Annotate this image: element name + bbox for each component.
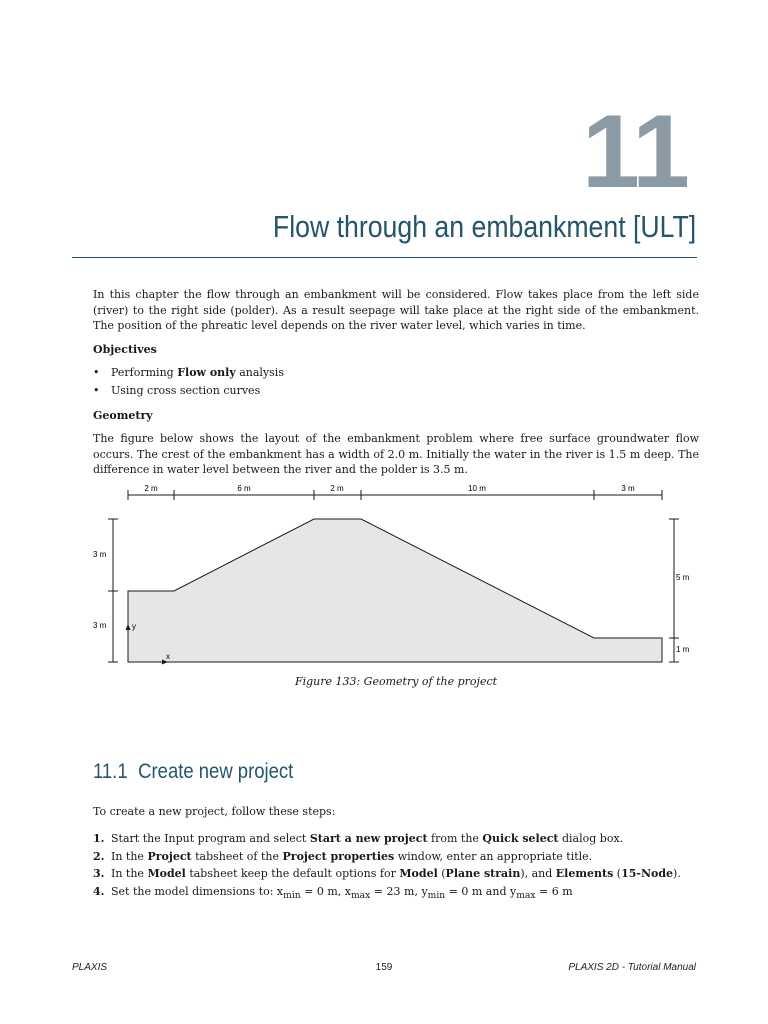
- figure-caption: Figure 133: Geometry of the project: [294, 675, 498, 688]
- right-dimension-line: [669, 519, 679, 662]
- intro-paragraph: In this chapter the flow through an embankment will be considered. Flow takes place from the left side (river) to the right side (polder). As a result seepage will take place at the right side of the embankment. The position of the phreatic level depends on the river water level, which varies in time.: [93, 288, 699, 332]
- footer-page-number: 159: [375, 962, 393, 973]
- embankment-shape: [128, 519, 662, 662]
- step-text: window, enter an appropriate title.: [394, 849, 593, 863]
- objective-bold: Flow only: [177, 366, 236, 379]
- footer-right: PLAXIS 2D - Tutorial Manual: [568, 962, 696, 973]
- step-item: [93, 883, 699, 905]
- step-text: ), and: [520, 867, 556, 880]
- objective-text: Using cross section curves: [111, 384, 261, 397]
- step-text: = 0 m, x: [300, 884, 351, 898]
- top-dimension-line: [128, 490, 662, 500]
- step-bold: Start a new project: [309, 832, 428, 845]
- step-text: Start the Input program and select: [111, 832, 310, 845]
- dim-left-lower: 3 m: [93, 621, 107, 630]
- dim-top-5: 3 m: [621, 484, 635, 493]
- step-text: = 23 m, y: [370, 884, 428, 898]
- step-text: ).: [673, 867, 681, 880]
- section-title-text: Create new project: [138, 760, 294, 783]
- step-text: In the: [111, 867, 148, 880]
- steps-list: [93, 830, 699, 904]
- dim-right-lower: 1 m: [676, 645, 690, 654]
- step-bold: Model: [399, 867, 438, 880]
- dim-top-4: 10 m: [468, 484, 486, 493]
- chapter-title: Flow through an embankment [ULT]: [272, 209, 696, 244]
- step-text: tabsheet keep the default options for: [185, 867, 400, 880]
- left-dimension-line: [108, 519, 118, 662]
- step-bold: Quick select: [482, 832, 559, 845]
- geometry-figure: [0, 480, 768, 670]
- objective-item: [93, 382, 699, 400]
- objective-item: [93, 364, 699, 382]
- section-intro: To create a new project, follow these steps:: [93, 805, 336, 818]
- step-text: In the: [111, 849, 148, 863]
- step-text: (: [613, 867, 622, 880]
- step-text: tabsheet of the: [191, 849, 283, 863]
- step-bold: Elements: [555, 867, 614, 880]
- step-index: 2.: [93, 849, 105, 863]
- geometry-heading: Geometry: [93, 409, 153, 422]
- objective-text: analysis: [235, 366, 284, 379]
- step-subscript: max: [351, 889, 371, 901]
- step-text: (: [437, 867, 446, 880]
- step-text: dialog box.: [558, 832, 624, 845]
- step-text: = 0 m and y: [445, 884, 517, 898]
- step-item: [93, 848, 699, 866]
- geometry-paragraph: The figure below shows the layout of the embankment problem where free surface groundwater flow occurs. The crest of the embankment has a width of 2.0 m. Initially the water in the river is 1.5 m deep. The difference in water level between the river and the polder is 3.5 m.: [93, 432, 699, 476]
- step-index: 1.: [93, 832, 105, 845]
- objectives-heading: Objectives: [93, 343, 157, 356]
- footer-left: PLAXIS: [72, 962, 108, 973]
- objective-text: Performing: [111, 366, 178, 379]
- step-bold: Project properties: [282, 849, 395, 863]
- dim-left-upper: 3 m: [93, 550, 107, 559]
- step-subscript: min: [283, 889, 301, 901]
- step-subscript: min: [427, 889, 446, 901]
- objectives-list: [93, 364, 699, 400]
- step-item: [93, 865, 699, 883]
- dim-top-3: 2 m: [330, 484, 344, 493]
- axis-y-label: y: [132, 622, 136, 631]
- step-text: from the: [427, 832, 483, 845]
- header-rule: [72, 257, 697, 258]
- dim-right-upper: 5 m: [676, 573, 690, 582]
- section-number: 11.1: [93, 760, 128, 783]
- step-index: 4.: [93, 884, 105, 898]
- chapter-number: 11: [582, 94, 688, 210]
- step-item: [93, 830, 699, 848]
- step-bold: Plane strain: [445, 867, 521, 880]
- step-bold: 15-Node: [621, 867, 674, 880]
- dim-top-2: 6 m: [237, 484, 251, 493]
- step-index: 3.: [93, 867, 105, 880]
- dim-top-1: 2 m: [144, 484, 158, 493]
- section-title: [93, 760, 293, 784]
- axis-x-label: x: [166, 652, 170, 661]
- step-text: Set the model dimensions to: x: [111, 884, 284, 898]
- step-text: = 6 m: [535, 884, 573, 898]
- step-bold: Model: [147, 867, 186, 880]
- step-subscript: max: [516, 889, 536, 901]
- step-bold: Project: [147, 849, 192, 863]
